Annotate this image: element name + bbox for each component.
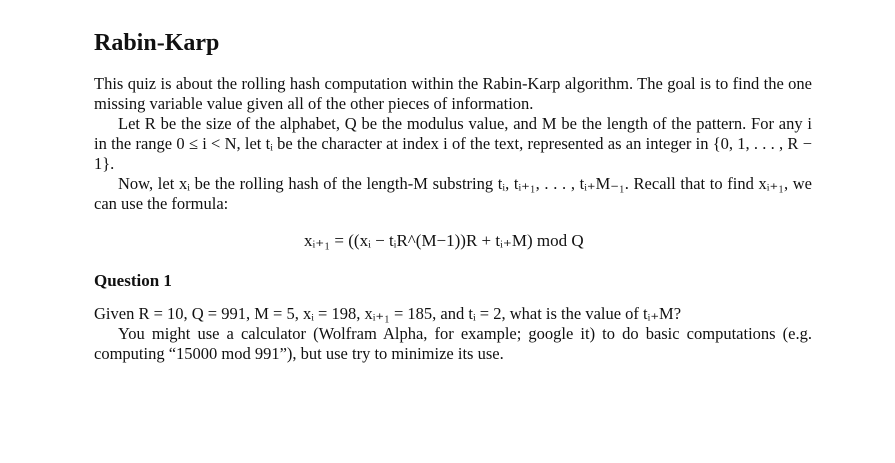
- intro-paragraph-3: Now, let xᵢ be the rolling hash of the length-M substring tᵢ, tᵢ₊₁, . . . , tᵢ₊M₋₁. Recall that to find xᵢ₊₁, we can use the formula:: [94, 174, 812, 213]
- intro-paragraph-2: Let R be the size of the alphabet, Q be the modulus value, and M be the length of the pattern. For any i in the range 0 ≤ i < N, let tᵢ be the character at index i of the text, represented as an integer in {0, 1, . . . , R − 1}.: [94, 114, 812, 173]
- question-heading: Question 1: [94, 271, 172, 290]
- rolling-hash-formula: xᵢ₊₁ = ((xᵢ − tᵢR^(M−1))R + tᵢ₊M) mod Q: [304, 231, 584, 250]
- page-title: Rabin-Karp: [94, 30, 220, 56]
- intro-paragraph-1: This quiz is about the rolling hash computation within the Rabin-Karp algorithm. The goal is to find the one missing variable value given all of the other pieces of information.: [94, 74, 812, 113]
- calculator-note: You might use a calculator (Wolfram Alpha, for example; google it) to do basic computations (e.g. computing “15000 mod 991”), but use try to minimize its use.: [94, 324, 812, 363]
- question-text: Given R = 10, Q = 991, M = 5, xᵢ = 198, xᵢ₊₁ = 185, and tᵢ = 2, what is the value of tᵢ₊M?: [94, 304, 682, 323]
